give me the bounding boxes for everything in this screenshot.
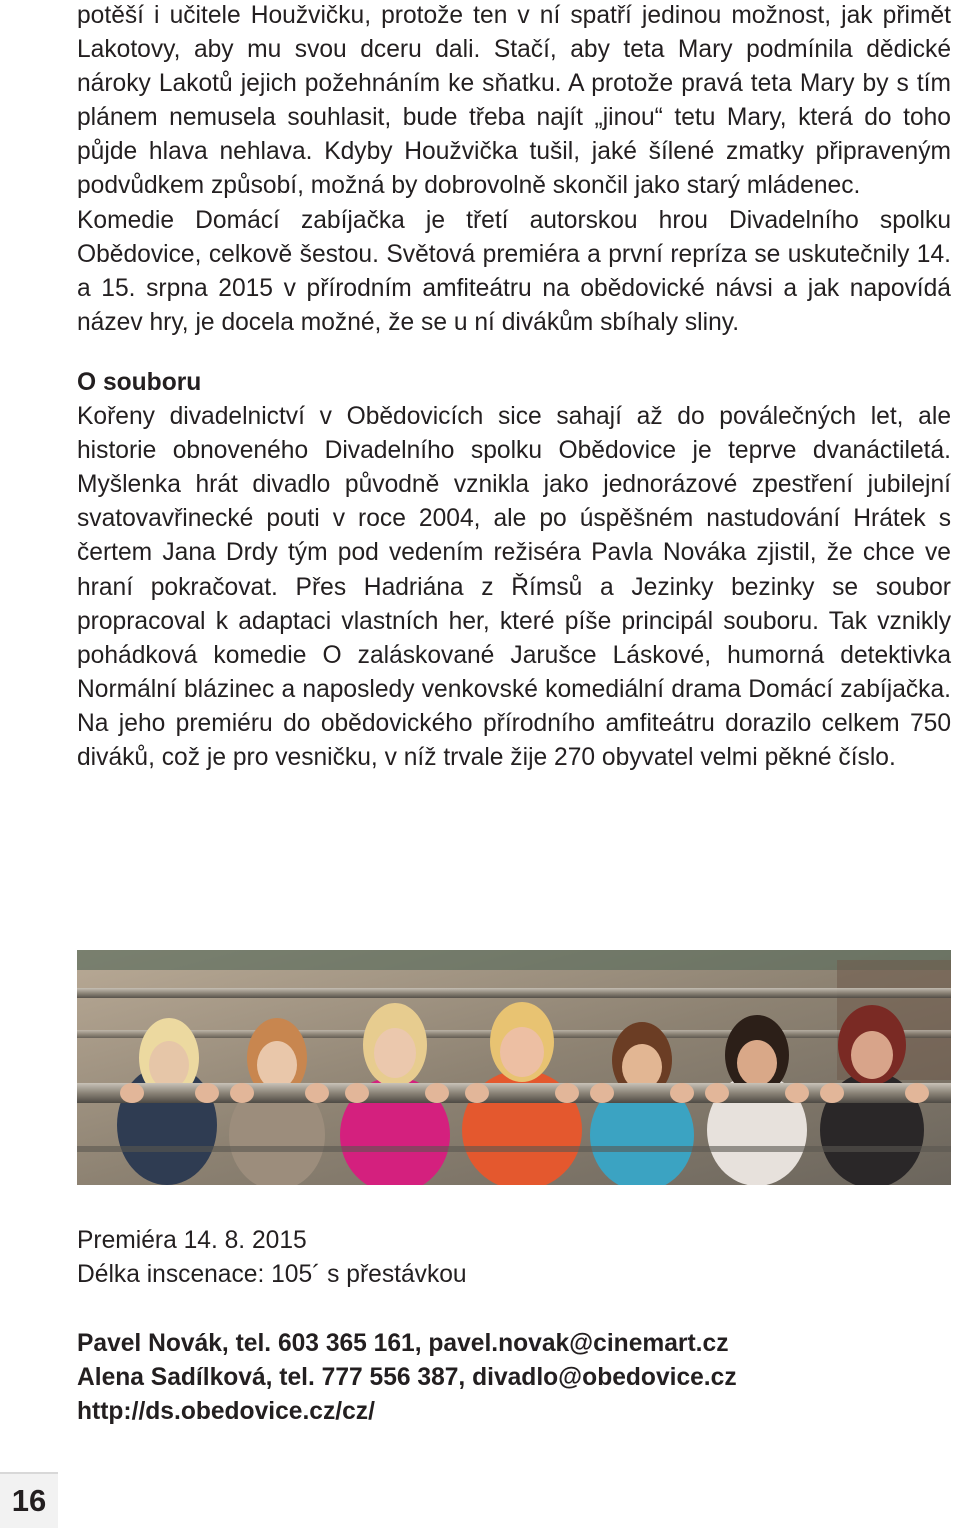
article-paragraph-2: Komedie Domácí zabíjačka je třetí autorskou hrou Divadelního spolku Obědovice, celkově šestou. Světová premiéra a první repríza se uskutečnily 14. a 15. srpna 2015 v přírodním amfiteátru na obědovické návsi a jak napovídá název hry, je docela možné, že se u ní divákům sbíhaly sliny. xyxy=(77,206,951,336)
contact-line-1: Pavel Novák, tel. 603 365 161, pavel.novak@cinemart.cz xyxy=(77,1330,729,1357)
contacts-block xyxy=(77,1327,951,1429)
production-info xyxy=(77,1224,951,1292)
ensemble-photo-illustration xyxy=(77,950,951,1185)
website-link[interactable]: http://ds.obedovice.cz/cz/ xyxy=(77,1398,375,1425)
premiere-date: Premiéra 14. 8. 2015 xyxy=(77,1227,307,1254)
ensemble-photo xyxy=(77,950,951,1185)
page-number: 16 xyxy=(0,1472,58,1528)
contact-line-2: Alena Sadílková, tel. 777 556 387, divadlo@obedovice.cz xyxy=(77,1364,737,1391)
article-paragraph-1: potěší i učitele Houžvičku, protože ten v ní spatří jedinou možnost, jak přimět Lakotovy, aby mu svou dceru dali. Stačí, aby teta Mary podmínila dědické nároky Lakotů jejich požehnáním ke sňatku. A protože pravá teta Mary by s tím plánem nemusela souhlasit, bude třeba najít „jinou“ tetu Mary, která do toho půjde hlava nehlava. Kdyby Houžvička tušil, jaké šílené zmatky připraveným podvůdkem způsobí, možná by dobrovolně skončil jako starý mládenec. xyxy=(77,2,951,200)
section-heading: O souboru xyxy=(77,368,202,396)
performance-length: Délka inscenace: 105´ s přestávkou xyxy=(77,1261,467,1288)
about-paragraph: Kořeny divadelnictví v Obědovicích sice sahají až do poválečných let, ale historie obnoveného Divadelního spolku Obědovice je teprve dvanáctiletá. Myšlenka hrát divadlo původně vznikla jako jednorázové zpestření jubilejní svatovavřinecké pouti v roce 2004, ale po úspěšném nastudování Hrátek s čertem Jana Drdy tým pod vedením režiséra Pavla Nováka zjistil, že chce ve hraní pokračovat. Přes Hadriána z Římsů a Jezinky bezinky se soubor propracoval k adaptaci vlastních her, které píše principál souboru. Tak vznikly pohádková komedie O zaláskované Jarušce Láskové, humorná detektivka Normální blázinec a naposledy venkovské komediální drama Domácí zabíjačka. Na jeho premiéru do obědovického přírodního amfiteátru dorazilo celkem 750 diváků, což je pro vesničku, v níž trvale žije 270 obyvatel velmi pěkné číslo. xyxy=(77,403,951,771)
article-column xyxy=(77,0,951,775)
